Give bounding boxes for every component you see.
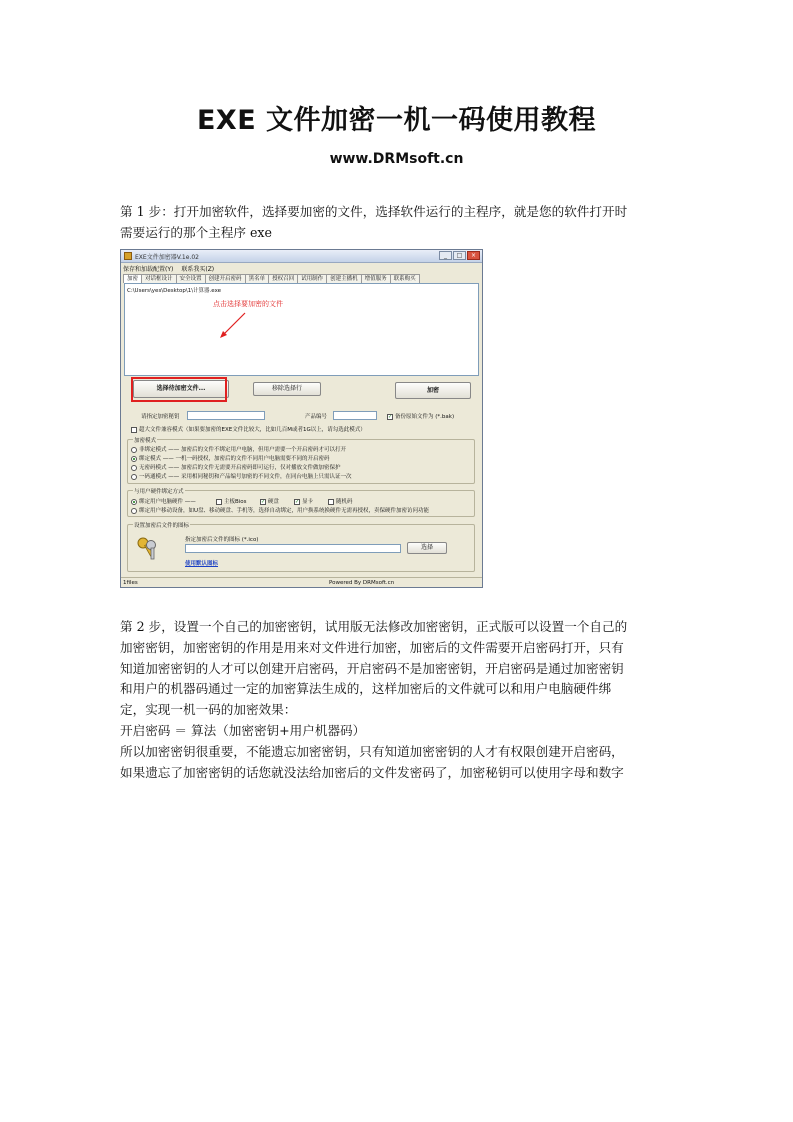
tab-blacklist[interactable]: 黑名单 xyxy=(245,274,270,283)
random-checkbox[interactable] xyxy=(328,499,334,505)
random-label: 随机码 xyxy=(336,499,353,505)
tab-encrypt[interactable]: 加密 xyxy=(123,274,142,283)
tab-master[interactable]: 创建主播机 xyxy=(326,274,362,283)
menu-item-contact[interactable]: 联系我买(Z) xyxy=(181,266,215,273)
annotation-arrow-icon xyxy=(219,311,249,341)
paragraph-line: 加密密钥，加密密钥的作用是用来对文件进行加密，加密后的文件需要开启密码打开，只有 xyxy=(120,639,624,655)
tab-create-password[interactable]: 创建开启密码 xyxy=(205,274,246,283)
mode-radio[interactable] xyxy=(131,447,137,453)
mode-group xyxy=(127,439,475,484)
file-path[interactable]: C:\Users\yes\Desktop\1\计算器.exe xyxy=(127,288,222,294)
browse-button[interactable]: 选择 xyxy=(407,542,447,554)
backup-checkbox[interactable]: ✓ xyxy=(388,413,393,420)
mode-label: 无密码模式 —— 加密后的文件无需要开启密码即可运行，仅对播放文件做加密保护 xyxy=(139,465,341,471)
bind-mobile-label: 绑定用户移动设备，如U盘、移动硬盘、手机等，选择自动绑定，用户换系统换硬件无需再授权，卖保硬件加密访问功能 xyxy=(139,508,430,514)
bios-label: 主板Bios xyxy=(224,499,247,505)
key-label: 请指定加密秘钥 xyxy=(141,414,180,420)
keys-icon xyxy=(135,535,161,561)
mode-label: 非绑定模式 —— 加密后的文件不绑定用户电脑，但用户需要一个开启密码才可以打开 xyxy=(139,447,346,453)
paragraph-line: 所以加密密钥很重要，不能遗忘加密密钥，只有知道加密密钥的人才有权限创建开启密码， xyxy=(120,743,624,759)
remove-row-button[interactable]: 移除选择行 xyxy=(253,382,321,396)
tab-buy[interactable]: 联系购买 xyxy=(390,274,420,283)
maximize-icon[interactable]: □ xyxy=(453,251,466,260)
bind-radio[interactable] xyxy=(131,499,137,505)
status-bar xyxy=(121,577,482,588)
step1-paragraph xyxy=(120,202,676,244)
menu-item-config[interactable]: 保存和加载配置(Y) xyxy=(123,266,174,273)
key-input[interactable] xyxy=(187,411,265,420)
app-icon xyxy=(124,252,132,260)
product-label: 产品编号 xyxy=(305,414,328,420)
minimize-icon[interactable]: _ xyxy=(439,251,452,260)
bind-group xyxy=(127,490,475,517)
select-file-button[interactable]: 选择待加密文件... xyxy=(133,380,229,398)
document-title: EXE 文件加密一机一码使用教程 xyxy=(196,105,597,136)
disk-label: 硬盘 xyxy=(268,499,280,505)
gpu-label: 显卡 xyxy=(302,499,314,505)
bind-label: 绑定用户电脑硬件 —— xyxy=(139,499,196,505)
paragraph-line: 定，实现一机一码的加密效果： xyxy=(120,702,297,718)
bios-checkbox[interactable] xyxy=(216,499,222,505)
paragraph-line: 第 2 步，设置一个自己的加密密钥，试用版无法修改加密密钥，正式版可以设置一个自己的 xyxy=(120,619,628,634)
big-file-checkbox[interactable] xyxy=(131,427,137,433)
mode-radio[interactable] xyxy=(131,456,137,462)
close-icon[interactable]: × xyxy=(467,251,480,260)
status-powered: Powered By DRMsoft.cn xyxy=(329,580,395,586)
formula-line: 开启密码 ＝ 算法（加密密钥+用户机器码） xyxy=(120,722,366,738)
gpu-checkbox[interactable]: ✓ xyxy=(295,498,300,505)
product-input[interactable] xyxy=(333,411,377,420)
tab-revoke[interactable]: 授权召回 xyxy=(268,274,298,283)
mode-group-label: 加密模式 xyxy=(134,438,157,444)
step2-paragraph xyxy=(120,617,676,783)
icon-group-label: 设置加密后文件的图标 xyxy=(134,523,190,529)
tab-trial[interactable]: 试用制作 xyxy=(297,274,327,283)
file-list[interactable] xyxy=(124,283,479,376)
icon-path-input[interactable] xyxy=(185,544,401,553)
paragraph-line: 需要运行的那个主程序 exe xyxy=(120,224,272,240)
document-subtitle: www.DRMsoft.cn xyxy=(329,151,464,167)
app-window-screenshot xyxy=(120,249,483,588)
status-files: 1files xyxy=(123,580,138,586)
paragraph-line: 如果遗忘了加密密钥的话您就没法给加密后的文件发密码了，加密秘钥可以使用字母和数字 xyxy=(120,764,624,780)
bind-radio[interactable] xyxy=(131,508,137,514)
highlight-box xyxy=(131,377,227,402)
app-menubar xyxy=(123,264,214,273)
mode-label: 一码通模式 —— 采用相同秘钥和产品编号加密的不同文件，在同台电脑上只需认证一次 xyxy=(139,474,352,480)
paragraph-line: 第 1 步：打开加密软件，选择要加密的文件，选择软件运行的主程序，就是您的软件打开时 xyxy=(120,204,628,219)
default-icon-link[interactable]: 使用默认图标 xyxy=(185,561,219,567)
paragraph-line: 知道加密密钥的人才可以创建开启密码，开启密码不是加密密钥，开启密码是通过加密密钥 xyxy=(120,660,624,676)
big-file-label: 超大文件兼容模式（如果要加密的EXE文件比较大，比如几百M或者1G以上，请勾选此模式） xyxy=(139,427,366,433)
tab-security[interactable]: 安全设置 xyxy=(176,274,206,283)
mode-radio[interactable] xyxy=(131,474,137,480)
annotation-text: 点击选择要加密的文件 xyxy=(213,300,283,308)
backup-label: 备份原始文件为 (*.bak) xyxy=(395,414,455,420)
disk-checkbox[interactable]: ✓ xyxy=(261,498,266,505)
paragraph-line: 和用户的机器码通过一定的加密算法生成的，这样加密后的文件就可以和用户电脑硬件绑 xyxy=(120,681,612,697)
app-tabs xyxy=(123,274,419,283)
tab-dialog-design[interactable]: 对话框设计 xyxy=(141,274,177,283)
mode-radio[interactable] xyxy=(131,465,137,471)
tab-services[interactable]: 增值服务 xyxy=(361,274,391,283)
app-titlebar xyxy=(121,250,482,263)
app-title: EXE文件加密器V.1e.02 xyxy=(135,254,199,261)
encrypt-button[interactable]: 加密 xyxy=(395,382,471,399)
mode-label: 绑定模式 —— 一机一码授权，加密后的文件不同用户电脑需要不同的开启密码 xyxy=(139,456,330,462)
icon-label: 指定加密后文件的图标 (*.ico) xyxy=(185,537,259,543)
bind-group-label: 与用户硬件绑定方式 xyxy=(134,489,184,495)
